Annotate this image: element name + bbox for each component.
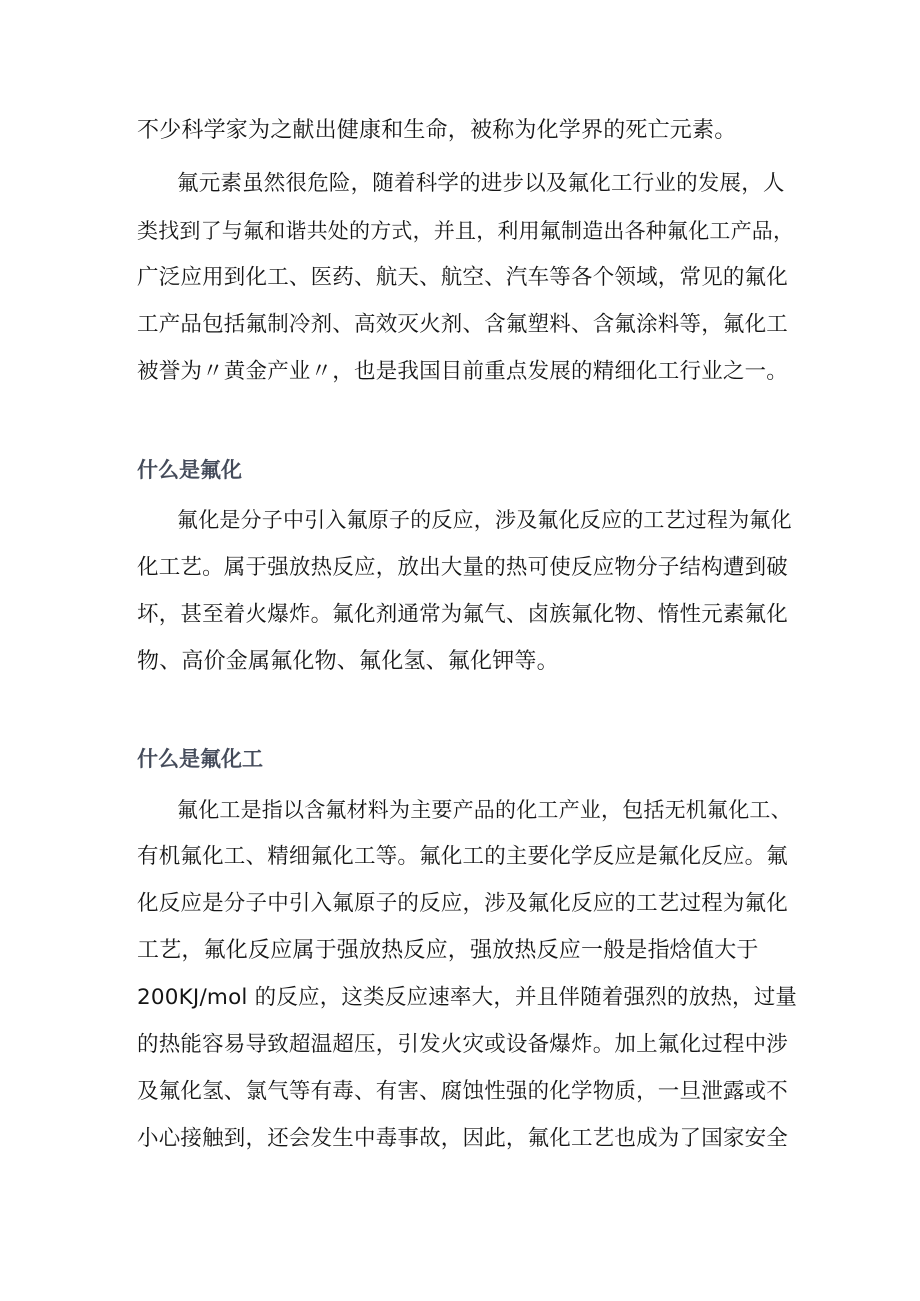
- paragraph-line: 工艺，氟化反应属于强放热反应，强放热反应一般是指焓值大于: [137, 938, 759, 963]
- paragraph-line: 化工艺。属于强放热反应，放出大量的热可使反应物分子结构遭到破: [137, 555, 789, 580]
- paragraph-line: 小心接触到，还会发生中毒事故，因此，氟化工艺也成为了国家安全: [137, 1126, 789, 1151]
- paragraph-line: 氟化工是指以含氟材料为主要产品的化工产业，包括无机氟化工、: [177, 798, 792, 822]
- paragraph-line: 广泛应用到化工、医药、航天、航空、汽车等各个领域，常见的氟化: [137, 265, 789, 290]
- paragraph-line: 物、高价金属氟化物、氟化氢、氟化钾等。: [137, 649, 559, 674]
- section-heading-fluorination: 什么是氟化: [137, 458, 242, 482]
- paragraph-line: 氟元素虽然很危险，随着科学的进步以及氟化工行业的发展，人: [177, 171, 785, 196]
- paragraph-line: 氟化是分子中引入氟原子的反应，涉及氟化反应的工艺过程为氟化: [177, 508, 792, 532]
- paragraph-line: 类找到了与氟和谐共处的方式，并且，利用氟制造出各种氟化工产品，: [137, 219, 795, 243]
- paragraph-line: 有机氟化工、精细氟化工等。氟化工的主要化学反应是氟化反应。氟: [137, 844, 789, 869]
- paragraph-line: 及氟化氢、氯气等有毒、有害、腐蚀性强的化学物质，一旦泄露或不: [137, 1079, 789, 1104]
- intro-line: 不少科学家为之献出健康和生命，被称为化学界的死亡元素。: [137, 118, 737, 143]
- paragraph-line: 坏，甚至着火爆炸。氟化剂通常为氟气、卤族氟化物、惰性元素氟化: [137, 602, 789, 627]
- paragraph-line: 的热能容易导致超温超压，引发火灾或设备爆炸。加上氟化过程中涉: [137, 1032, 789, 1057]
- section-heading-fluorochemical: 什么是氟化工: [137, 747, 263, 771]
- paragraph-line: 被誉为〃黄金产业〃，也是我国目前重点发展的精细化工行业之一。: [137, 359, 789, 384]
- paragraph-line: 工产品包括氟制冷剂、高效灭火剂、含氟塑料、含氟涂料等，氟化工: [137, 312, 789, 337]
- paragraph-line: 200KJ∕mol 的反应，这类反应速率大，并且伴随着强烈的放热，过量: [137, 985, 798, 1010]
- paragraph-line: 化反应是分子中引入氟原子的反应，涉及氟化反应的工艺过程为氟化: [137, 891, 789, 916]
